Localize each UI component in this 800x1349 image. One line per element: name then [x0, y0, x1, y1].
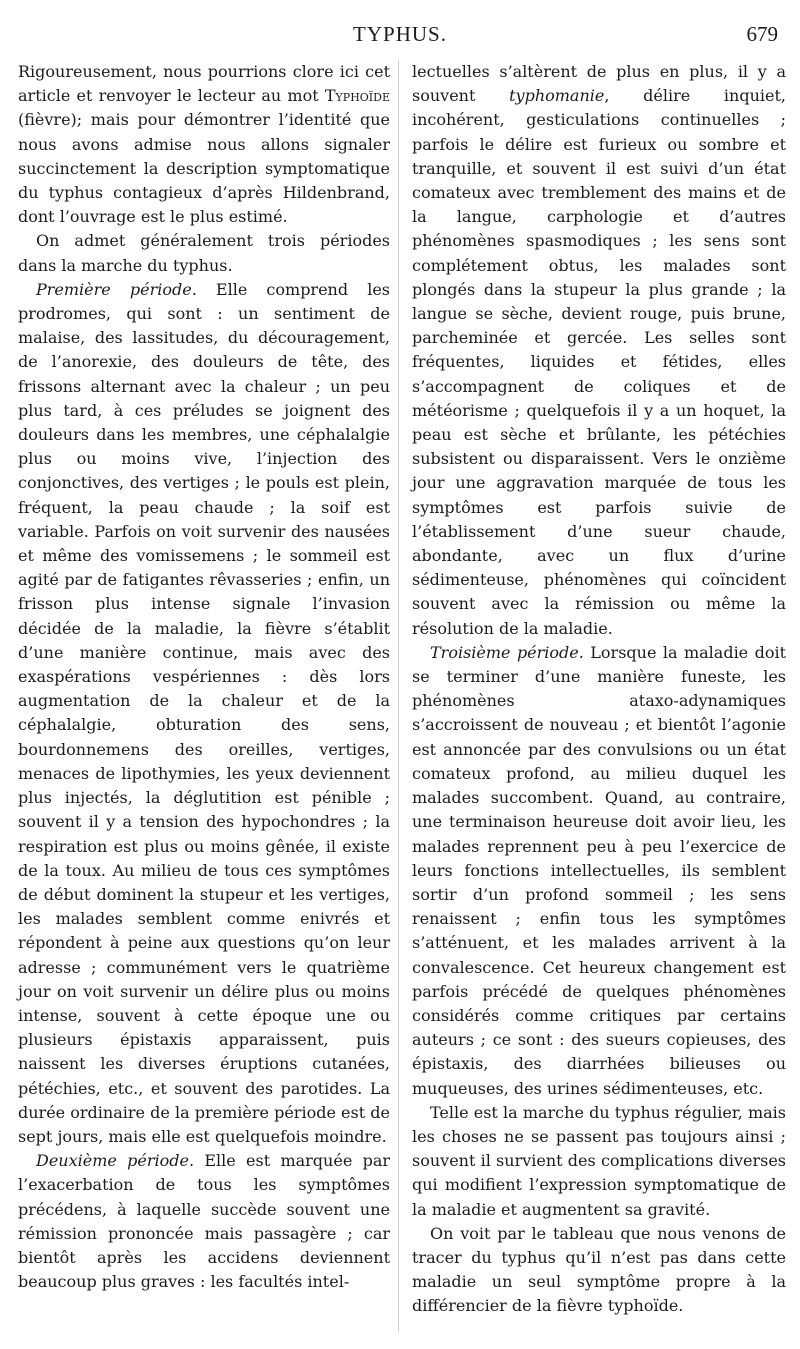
running-title: TYPHUS. — [353, 22, 447, 46]
text-run: lectuelles s’altèrent de plus en plus, il y a souvent — [412, 62, 786, 106]
column-divider — [398, 60, 399, 1332]
right-column — [412, 60, 786, 1319]
paragraph: On voit par le tableau que nous venons de tracer du typhus qu’il n’est pas dans cette maladie un seul symptôme propre à la différencier de la fièvre typhoïde. — [412, 1223, 786, 1316]
page-number: 679 — [746, 22, 778, 46]
page-header — [0, 22, 800, 56]
paragraph — [18, 60, 390, 229]
section-heading: Deuxième période. — [36, 1151, 195, 1171]
text-run: Elle est marquée par l’exacerbation de tous les symptômes précédens, à laquelle succède souvent une rémission prononcée mais passagère ; car bientôt après les accidens deviennent beaucoup plus graves : les facultés intel- — [18, 1151, 391, 1292]
paragraph: On admet généralement trois périodes dans la marche du typhus. — [18, 231, 390, 275]
paragraph — [412, 60, 786, 641]
paragraph — [18, 1149, 390, 1294]
text-run: Rigoureusement, nous pourrions clore ici cet article et renvoyer le lecteur au mot — [18, 62, 390, 106]
section-heading: Troisième période. — [430, 642, 584, 662]
text-run: Lorsque la maladie doit se terminer d’une manière funeste, les phénomènes ataxo-adynamiques s’accroissent de nouveau ; et bientôt l’agonie est annoncée par des convulsions ou un état comateux profond, au milieu duquel les malades succombent. Quand, au contraire, une terminaison heureuse doit avoir lieu, les malades reprennent peu à peu l’exercice de leurs fonctions intellectuelles, ils semblent sortir d’un profond sommeil ; les sens renaissent ; enfin tous les symptômes s’atténuent, et les malades arrivent à la convalescence. Cet heureux changement est parfois précédé de quelques phénomènes considérés comme critiques par certains auteurs ; ce sont : des sueurs copieuses, des épistaxis, des diarrhées bilieuses ou muqueuses, des urines sédimenteuses, etc. — [412, 642, 787, 1098]
paragraph: Telle est la marche du typhus régulier, mais les choses ne se passent pas toujours ainsi ; souvent il survient des complications diverses qui modifient l’expression symptomatique de la maladie et augmentent sa gravité. — [412, 1102, 786, 1219]
text-run: , délire inquiet, incohérent, gesticulations continuelles ; parfois le délire est furieux ou sombre et tranquille, et souvent il est suivi d’un état comateux avec tremblement des mains et de la langue, carphologie et d’autres phénomènes spasmodiques ; les sens sont complétement obtus, les malades sont plongés dans la stupeur la plus grande ; la langue se sèche, devient rouge, puis brune, parcheminée et gercée. Les selles sont fréquentes, liquides et fétides, elles s’accompagnent de coliques et de météorisme ; quelquefois il y a un hoquet, la peau est sèche et brûlante, les pétéchies subsistent ou disparaissent. Vers le onzième jour une aggravation marquée de tous les symptômes est parfois suivie de l’établissement d’une sueur chaude, abondante, avec un flux d’urine sédimenteuse, phénomènes qui coïncident souvent avec la rémission ou même la résolution de la maladie. — [412, 86, 786, 638]
section-heading: Première période. — [36, 279, 197, 299]
paragraph — [412, 641, 786, 1101]
emphasis: typhomanie — [509, 86, 605, 106]
left-column — [18, 60, 390, 1294]
cross-reference: Typhoïde — [324, 86, 390, 106]
text-run: (fièvre); mais pour démontrer l’identité que nous avons admise nous allons signaler succinctement la description symptomatique du typhus contagieux d’après Hildenbrand, dont l’ouvrage est le plus estimé. — [18, 110, 390, 227]
paragraph — [18, 278, 390, 1149]
text-run: Elle comprend les prodromes, qui sont : un sentiment de malaise, des lassitudes, du découragement, de l’anorexie, des douleurs de tête, des frissons alternant avec la chaleur ; un peu plus tard, à ces préludes se joignent des douleurs dans les membres, une céphalalgie plus ou moins vive, l’injection des conjonctives, des vertiges ; le pouls est plein, fréquent, la peau chaude ; la soif est variable. Parfois on voit survenir des nausées et même des vomissemens ; le sommeil est agité par de fatigantes rêvasseries ; enfin, un frisson plus intense signale l’invasion décidée de la maladie, la fièvre s’établit d’une manière continue, mais avec des exaspérations vespériennes : dès lors augmentation de la chaleur et de la céphalalgie, obturation des sens, bourdonnemens des oreilles, vertiges, menaces de lipothymies, les yeux deviennent plus injectés, la déglutition est pénible ; souvent il y a tension des hypochondres ; la respiration est plus ou moins gênée, il existe de la toux. Au milieu de tous ces symptômes de début dominent la stupeur et les vertiges, les malades semblent comme enivrés et répondent à peine aux questions qu’on leur adresse ; communément vers le quatrième jour on voit survenir un délire plus ou moins intense, souvent à cette époque une ou plusieurs épistaxis apparaissent, puis naissent les diverses éruptions cutanées, pétéchies, etc., et souvent des parotides. La durée ordinaire de la première période est de sept jours, mais elle est quelquefois moindre. — [18, 279, 391, 1146]
